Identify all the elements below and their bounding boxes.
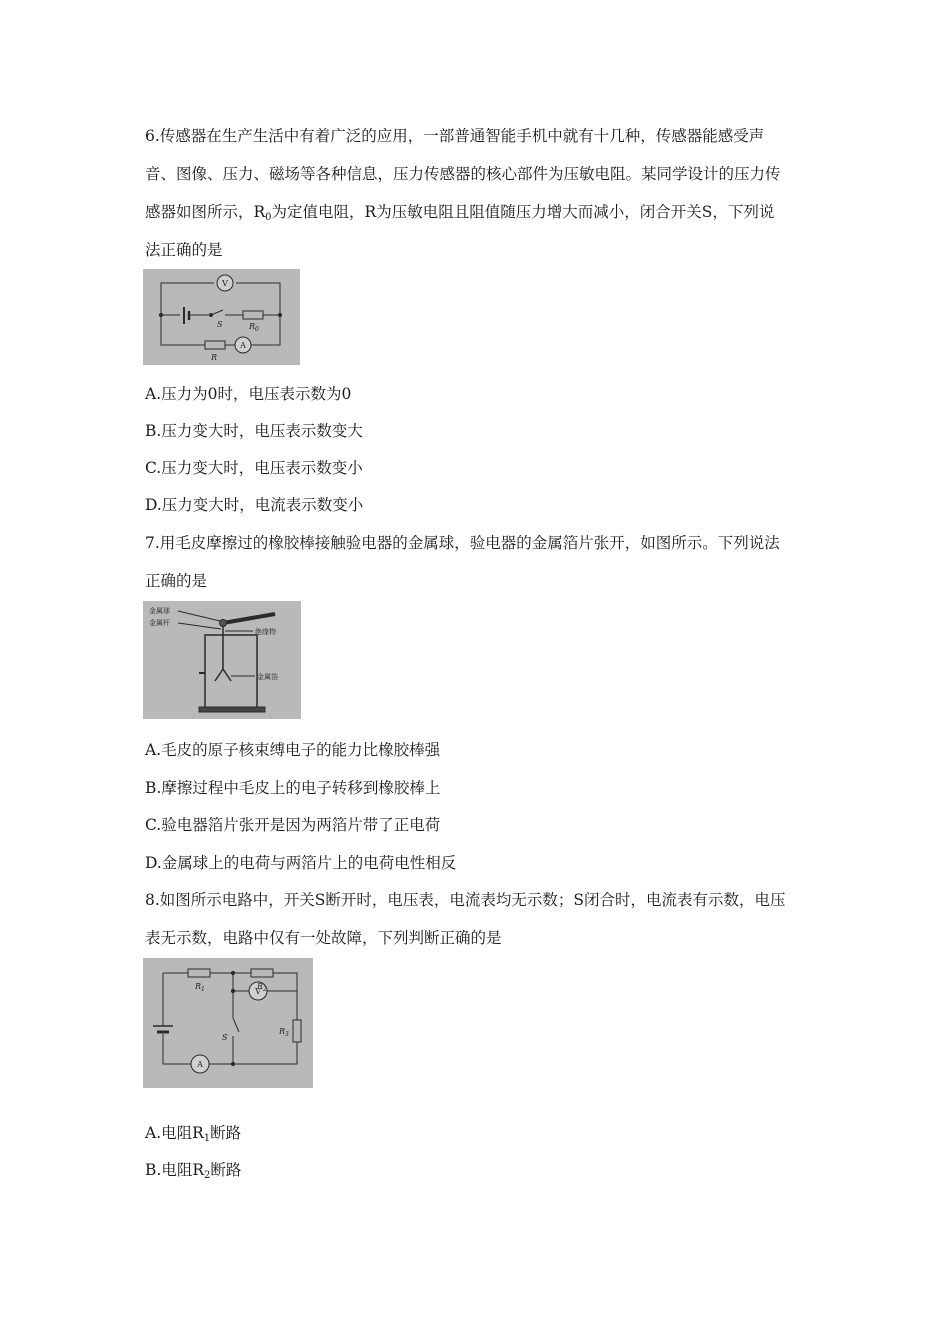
q8-r2-label: $R_2$ bbox=[257, 982, 267, 993]
q7-foil-left bbox=[215, 669, 223, 681]
q8-wire-top-right bbox=[273, 973, 297, 1020]
q8-stem-line-2: 表无示数，电路中仅有一处故障，下列判断正确的是 bbox=[145, 929, 502, 947]
q8-resistor-r3 bbox=[293, 1020, 301, 1042]
q6-stem-line-3: 感器如图所示，$R_0$为定值电阻，R为压敏电阻且阻值随压力增大而减小，闭合开关S，下列说 bbox=[145, 203, 775, 223]
q7-label-foil: 金属箔 bbox=[257, 673, 278, 681]
q6-resistor-r0 bbox=[243, 311, 263, 319]
q6-option-b: B.压力变大时，电压表示数变大 bbox=[145, 422, 363, 440]
q8-node-bottom bbox=[231, 1062, 234, 1065]
q7-option-c: C.验电器箔片张开是因为两箔片带了正电荷 bbox=[145, 816, 441, 834]
q8-resistor-r2 bbox=[251, 969, 273, 977]
q8-option-a: A.电阻$R_1$断路 bbox=[145, 1124, 242, 1144]
q8-wire-bottom-right bbox=[233, 1042, 297, 1064]
q7-leader-rod bbox=[178, 623, 221, 629]
q7-base bbox=[199, 707, 265, 712]
q8-resistor-r1 bbox=[188, 969, 210, 977]
q8-stem-line-1: 8.如图所示电路中，开关S断开时，电压表，电流表均无示数；S闭合时，电流表有示数，电压 bbox=[145, 891, 786, 909]
q8-voltmeter-label: V bbox=[255, 987, 261, 996]
q6-circuit-figure bbox=[143, 269, 300, 365]
q6-stem-line-4: 法正确的是 bbox=[145, 241, 223, 259]
q8-circuit-figure bbox=[143, 958, 313, 1088]
q6-wire-left-top bbox=[161, 283, 214, 315]
q7-label-ball: 金属球 bbox=[149, 607, 170, 615]
q6-option-a: A.压力为0时，电压表示数为0 bbox=[145, 385, 352, 403]
q7-option-a: A.毛皮的原子核束缚电子的能力比橡胶棒强 bbox=[145, 741, 441, 759]
q7-stem-line-2: 正确的是 bbox=[145, 572, 208, 590]
q8-wire-bottom-left bbox=[163, 1034, 191, 1064]
q6-resistor-r bbox=[205, 341, 225, 349]
q6-voltmeter-label: V bbox=[222, 279, 228, 288]
q8-node-top bbox=[231, 971, 234, 974]
q6-switch-label: S bbox=[217, 320, 223, 329]
q7-rubber-rod bbox=[223, 614, 275, 623]
q7-option-b: B.摩擦过程中毛皮上的电子转移到橡胶棒上 bbox=[145, 779, 441, 797]
q6-node-right bbox=[278, 313, 281, 316]
q7-option-d: D.金属球上的电荷与两箔片上的电荷电性相反 bbox=[145, 854, 457, 872]
q8-switch-blade bbox=[233, 1018, 239, 1032]
q7-electroscope-figure bbox=[143, 601, 301, 719]
q6-switch-pivot bbox=[210, 314, 213, 317]
q6-stem-line-1: 6.传感器在生产生活中有着广泛的应用，一部普通智能手机中就有十几种，传感器能感受声 bbox=[145, 127, 765, 145]
q7-metal-ball bbox=[220, 620, 227, 627]
q6-option-d: D.压力变大时，电流表示数变小 bbox=[145, 496, 364, 514]
q7-stem-line-1: 7.用毛皮摩擦过的橡胶棒接触验电器的金属球，验电器的金属箔片张开，如图所示。下列说法 bbox=[145, 534, 780, 552]
q6-r0-label: $R_0$ bbox=[249, 322, 259, 333]
q6-option-c: C.压力变大时，电压表示数变小 bbox=[145, 459, 363, 477]
q7-label-rod: 金属杆 bbox=[149, 619, 170, 627]
q6-stem-line-2: 音、图像、压力、磁场等各种信息，压力传感器的核心部件为压敏电阻。某同学设计的压力传 bbox=[145, 165, 781, 183]
q8-option-b: B.电阻$R_2$断路 bbox=[145, 1161, 242, 1181]
q8-switch-label: S bbox=[222, 1033, 228, 1042]
q8-ammeter-label: A bbox=[197, 1060, 203, 1069]
q8-r3-label: $R_3$ bbox=[279, 1027, 289, 1038]
q6-ammeter-label: A bbox=[240, 341, 246, 350]
q8-r1-label: $R_1$ bbox=[195, 982, 205, 993]
q6-r-label: R bbox=[211, 353, 218, 362]
q7-jar bbox=[205, 635, 257, 709]
q6-node-left bbox=[159, 313, 162, 316]
q7-leader-ball bbox=[178, 611, 220, 621]
q7-label-insulator: 绝缘物 bbox=[255, 628, 276, 636]
q7-foil-right bbox=[223, 669, 231, 681]
q8-node-mid bbox=[231, 989, 234, 992]
q6-wire-right-top bbox=[236, 283, 280, 315]
